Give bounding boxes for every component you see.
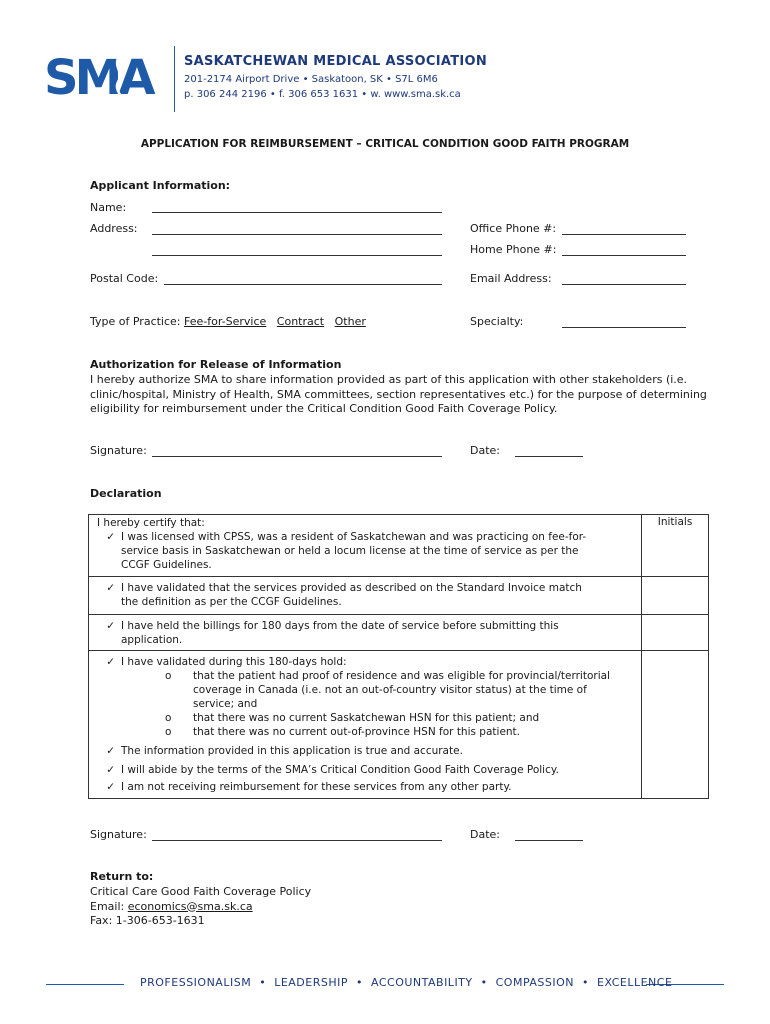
item-line: service basis in Saskatchewan or held a locum license at the time of service as per the xyxy=(121,545,579,557)
item-line: application. xyxy=(121,634,183,646)
header-divider xyxy=(174,46,175,112)
footer-separator: • xyxy=(259,976,267,989)
subitem-line: service; and xyxy=(193,698,258,710)
checkmark-icon: ✓ xyxy=(106,531,115,543)
item-line: I will abide by the terms of the SMA’s Critical Condition Good Faith Coverage Policy. xyxy=(121,764,559,776)
declaration-cell xyxy=(89,651,642,799)
footer-separator: • xyxy=(356,976,363,989)
footer-separator: • xyxy=(480,976,488,989)
item-line: CCGF Guidelines. xyxy=(121,559,212,571)
form-title: APPLICATION FOR REIMBURSEMENT – CRITICAL CONDITION GOOD FAITH PROGRAM xyxy=(140,138,630,150)
office-phone-field[interactable] xyxy=(562,234,686,235)
signature-field[interactable] xyxy=(152,456,442,457)
return-block xyxy=(90,885,311,929)
address-field-1[interactable] xyxy=(152,234,442,235)
option-fee-for-service[interactable]: Fee-for-Service xyxy=(184,315,267,328)
bullet-icon: o xyxy=(165,712,172,724)
initials-field[interactable] xyxy=(642,651,709,799)
initials-field[interactable] xyxy=(642,577,709,615)
declaration-subitem xyxy=(93,725,637,739)
return-line: Critical Care Good Faith Coverage Policy xyxy=(90,885,312,898)
footer-value: LEADERSHIP xyxy=(274,976,348,989)
subitem-line: that there was no current Saskatchewan HSN for this patient; and xyxy=(193,712,540,724)
signature-label: Signature: xyxy=(90,828,147,841)
footer-value: ACCOUNTABILITY xyxy=(371,976,473,989)
signature-label: Signature: xyxy=(90,444,147,457)
logo-text: SMA xyxy=(44,54,152,100)
date-label: Date: xyxy=(470,828,500,841)
declaration-table xyxy=(88,514,709,799)
date-field[interactable] xyxy=(515,840,583,841)
initials-header: Initials xyxy=(642,515,709,577)
declaration-item xyxy=(93,739,637,758)
home-phone-label: Home Phone #: xyxy=(470,243,557,256)
declaration-item xyxy=(93,758,637,777)
option-other[interactable]: Other xyxy=(334,315,366,328)
footer-value: PROFESSIONALISM xyxy=(140,976,252,989)
address-field-2[interactable] xyxy=(152,255,442,256)
item-line: I am not receiving reimbursement for these services from any other party. xyxy=(121,781,512,793)
org-contact: p. 306 244 2196 • f. 306 653 1631 • w. www.sma.sk.ca xyxy=(184,89,461,100)
org-name: SASKATCHEWAN MEDICAL ASSOCIATION xyxy=(184,54,488,69)
email-link[interactable]: economics@sma.sk.ca xyxy=(127,899,253,913)
type-of-practice xyxy=(90,315,366,328)
declaration-item xyxy=(93,530,637,572)
authorization-text xyxy=(90,373,707,417)
checkmark-icon: ✓ xyxy=(106,781,115,793)
declaration-item xyxy=(93,578,637,609)
declaration-subitem xyxy=(93,711,637,725)
specialty-label: Specialty: xyxy=(470,315,524,328)
declaration-cell xyxy=(89,577,642,615)
return-email-line xyxy=(90,900,311,915)
email-prefix: Email: xyxy=(90,899,128,913)
checkmark-icon: ✓ xyxy=(106,656,115,668)
applicant-heading: Applicant Information: xyxy=(90,179,231,192)
declaration-heading: Declaration xyxy=(90,487,162,500)
logo-graphic xyxy=(44,54,168,100)
email-label: Email Address: xyxy=(470,272,552,285)
office-phone-label: Office Phone #: xyxy=(470,222,557,235)
subitem-line: that the patient had proof of residence and was eligible for provincial/territorial xyxy=(193,670,610,682)
declaration-intro: I hereby certify that: xyxy=(97,517,205,529)
footer-values xyxy=(140,976,673,989)
declaration-item xyxy=(93,777,637,794)
initials-field[interactable] xyxy=(642,615,709,651)
footer-value: COMPASSION xyxy=(495,976,575,989)
bullet-icon: o xyxy=(165,726,172,738)
declaration-subitem xyxy=(93,669,637,711)
authorization-line: I hereby authorize SMA to share information provided as part of this application with other stakeholders (i.e. xyxy=(90,373,688,386)
authorization-line: eligibility for reimbursement under the Critical Condition Good Faith Coverage Policy. xyxy=(90,402,558,415)
item-line: I have held the billings for 180 days from the date of service before submitting this xyxy=(121,620,559,632)
checkmark-icon: ✓ xyxy=(106,620,115,632)
checkmark-icon: ✓ xyxy=(106,582,115,594)
item-line: I have validated that the services provided as described on the Standard Invoice match xyxy=(121,582,582,594)
declaration-item xyxy=(93,616,637,647)
postal-code-field[interactable] xyxy=(164,284,442,285)
home-phone-field[interactable] xyxy=(562,255,686,256)
email-field[interactable] xyxy=(562,284,686,285)
checkmark-icon: ✓ xyxy=(106,764,115,776)
item-line: the definition as per the CCGF Guidelines. xyxy=(121,596,342,608)
date-label: Date: xyxy=(470,444,500,457)
declaration-cell xyxy=(89,615,642,651)
footer-rule-left xyxy=(46,984,124,985)
subitem-line: that there was no current out-of-province HSN for this patient. xyxy=(193,726,521,738)
specialty-field[interactable] xyxy=(562,327,686,328)
signature-field[interactable] xyxy=(152,840,442,841)
return-heading: Return to: xyxy=(90,870,154,883)
address-label: Address: xyxy=(90,222,138,235)
return-fax: Fax: 1-306-653-1631 xyxy=(90,914,205,927)
item-line: I have validated during this 180-days hold: xyxy=(121,656,347,668)
bullet-icon: o xyxy=(165,670,172,682)
footer-value: EXCELLENCE xyxy=(597,976,673,989)
postal-code-label: Postal Code: xyxy=(90,272,159,285)
date-field[interactable] xyxy=(515,456,583,457)
declaration-cell xyxy=(89,515,642,577)
declaration-item xyxy=(93,652,637,669)
subitem-line: coverage in Canada (i.e. not an out-of-country visitor status) at the time of xyxy=(193,684,587,696)
authorization-heading: Authorization for Release of Information xyxy=(90,358,342,371)
org-address: 201-2174 Airport Drive • Saskatoon, SK • S7L 6M6 xyxy=(184,74,438,85)
authorization-line: clinic/hospital, Ministry of Health, SMA committees, section representatives etc.) for the purpose of determining xyxy=(90,387,707,401)
name-label: Name: xyxy=(90,201,127,214)
footer-separator: • xyxy=(582,976,590,989)
option-contract[interactable]: Contract xyxy=(276,315,325,328)
type-label: Type of Practice: xyxy=(90,315,181,328)
name-field[interactable] xyxy=(152,212,442,213)
item-line: I was licensed with CPSS, was a resident of Saskatchewan and was practicing on fee-for- xyxy=(121,531,587,543)
checkmark-icon: ✓ xyxy=(106,745,115,757)
item-line: The information provided in this application is true and accurate. xyxy=(121,745,463,757)
